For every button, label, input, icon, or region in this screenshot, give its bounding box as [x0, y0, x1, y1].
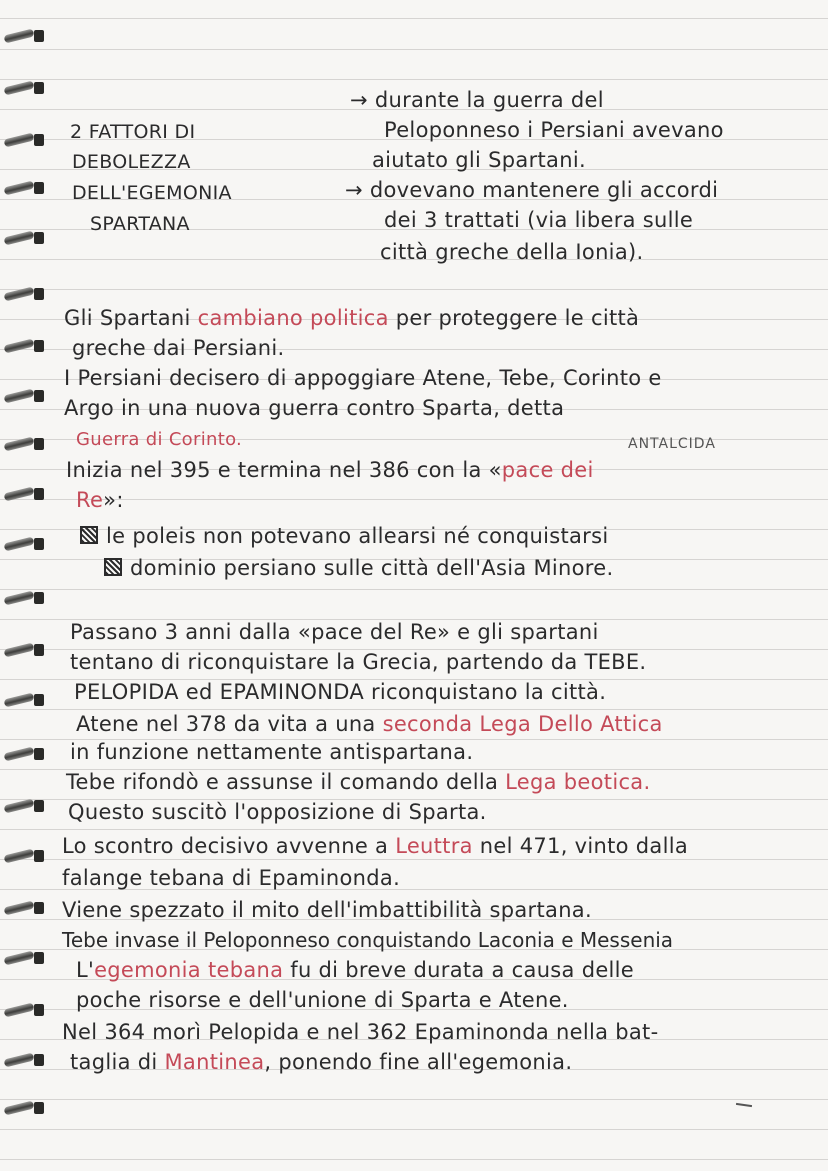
- header-point-2-line-3: città greche della Ionia).: [380, 240, 644, 264]
- spiral-ring: [4, 26, 44, 46]
- text-line: I Persiani decisero di appoggiare Atene, Tebe, Corinto e: [64, 366, 662, 390]
- checkbox-bullet-icon: [80, 526, 98, 544]
- text-line: in funzione nettamente antispartana.: [70, 740, 474, 764]
- text-line: Tebe invase il Peloponneso conquistando Laconia e Messenia: [62, 928, 674, 952]
- highlight-text: seconda Lega Dello Attica: [382, 712, 663, 736]
- spiral-ring: [4, 130, 44, 150]
- spiral-ring: [4, 846, 44, 866]
- spiral-ring: [4, 1000, 44, 1020]
- text-line: falange tebana di Epaminonda.: [62, 866, 401, 890]
- spiral-ring: [4, 386, 44, 406]
- header-point-1-line-3: aiutato gli Spartani.: [372, 148, 586, 172]
- highlight-text: Guerra di Corinto.: [76, 429, 243, 450]
- text-line: Re»:: [76, 488, 124, 512]
- header-title-line-2: DEBOLEZZA: [72, 151, 191, 173]
- header-point-2-line-2: dei 3 trattati (via libera sulle: [384, 208, 694, 232]
- header-title-line-4: SPARTANA: [90, 213, 190, 235]
- highlight-text: pace dei: [501, 458, 594, 482]
- text-line: Inizia nel 395 e termina nel 386 con la «pace dei: [66, 458, 594, 482]
- text-line: greche dai Persiani.: [72, 336, 285, 360]
- spiral-ring: [4, 744, 44, 764]
- spiral-ring: [4, 78, 44, 98]
- spiral-ring: [4, 228, 44, 248]
- checkbox-bullet-icon: [104, 558, 122, 576]
- spiral-ring: [4, 178, 44, 198]
- text-line: Argo in una nuova guerra contro Sparta, detta: [64, 396, 565, 420]
- bullet-item: le poleis non potevano allearsi né conquistarsi: [80, 524, 608, 548]
- highlight-text: Re: [76, 488, 104, 512]
- spiral-ring: [4, 588, 44, 608]
- pen-mark: [736, 1103, 752, 1107]
- header-point-2-line-1: → dovevano mantenere gli accordi: [345, 178, 719, 202]
- highlight-text: Mantinea: [164, 1050, 265, 1074]
- text-line: taglia di Mantinea, ponendo fine all'egemonia.: [70, 1050, 573, 1074]
- spiral-ring: [4, 796, 44, 816]
- spiral-ring: [4, 434, 44, 454]
- header-point-1-line-1: → durante la guerra del: [350, 88, 604, 112]
- spiral-ring: [4, 948, 44, 968]
- spiral-ring: [4, 1098, 44, 1118]
- text-line: poche risorse e dell'unione di Sparta e Atene.: [76, 988, 569, 1012]
- highlight-text: Leuttra: [395, 834, 473, 858]
- text-line: Nel 364 morì Pelopida e nel 362 Epaminonda nella bat-: [62, 1020, 659, 1044]
- header-title-line-1: 2 FATTORI DI: [70, 121, 196, 143]
- bullet-item: dominio persiano sulle città dell'Asia Minore.: [104, 556, 613, 580]
- text-line: L'egemonia tebana fu di breve durata a causa delle: [76, 958, 635, 982]
- spiral-ring: [4, 1050, 44, 1070]
- text-line: Tebe rifondò e assunse il comando della Lega beotica.: [66, 770, 651, 794]
- margin-note: ANTALCIDA: [628, 436, 716, 452]
- spiral-ring: [4, 640, 44, 660]
- spiral-ring: [4, 284, 44, 304]
- spiral-binding: [0, 0, 48, 1171]
- highlight-text: Lega beotica.: [505, 770, 651, 794]
- text-line: Gli Spartani cambiano politica per proteggere le città: [64, 306, 640, 330]
- text-line: Viene spezzato il mito dell'imbattibilità spartana.: [62, 898, 592, 922]
- header-title-line-3: DELL'EGEMONIA: [72, 182, 232, 204]
- spiral-ring: [4, 534, 44, 554]
- text-line: tentano di riconquistare la Grecia, partendo da TEBE.: [70, 650, 647, 674]
- spiral-ring: [4, 690, 44, 710]
- spiral-ring: [4, 336, 44, 356]
- highlight-text: cambiano politica: [197, 306, 389, 330]
- spiral-ring: [4, 898, 44, 918]
- text-line: PELOPIDA ed EPAMINONDA riconquistano la città.: [74, 680, 607, 704]
- highlight-text: egemonia tebana: [94, 958, 284, 982]
- header-point-1-line-2: Peloponneso i Persiani avevano: [384, 118, 724, 142]
- spiral-ring: [4, 484, 44, 504]
- text-line: Atene nel 378 da vita a una seconda Lega Dello Attica: [76, 712, 663, 736]
- text-line: Lo scontro decisivo avvenne a Leuttra nel 471, vinto dalla: [62, 834, 689, 858]
- text-line: Passano 3 anni dalla «pace del Re» e gli spartani: [70, 620, 599, 644]
- text-line: Questo suscitò l'opposizione di Sparta.: [68, 800, 487, 824]
